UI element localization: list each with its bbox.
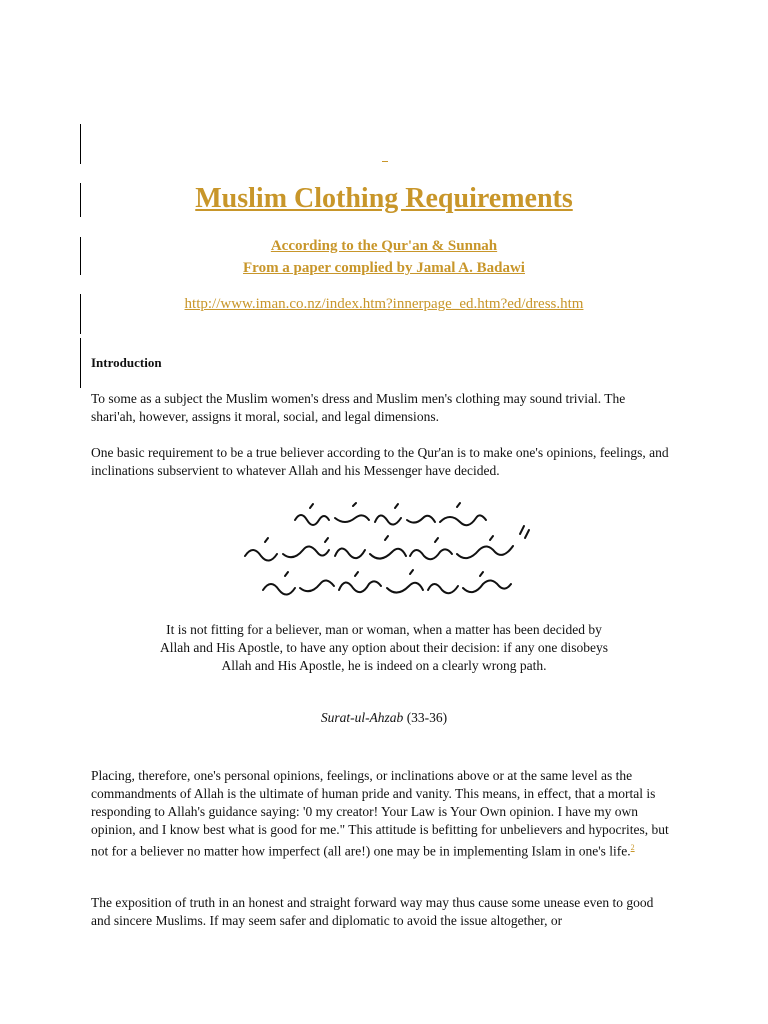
paragraph-intro: To some as a subject the Muslim women's dress and Muslim men's clothing may sound trivial. The shari'ah, however, assigns it moral, social, and legal dimensions.	[91, 391, 626, 424]
footnote-link[interactable]: 2	[630, 843, 635, 852]
margin-marker	[80, 124, 81, 164]
margin-marker	[80, 338, 81, 388]
verse-citation	[0, 710, 768, 726]
citation-surah-name: Surat-ul-Ahzab	[320, 710, 404, 725]
verse-translation: It is not fitting for a believer, man or woman, when a matter has been decided by Allah and His Apostle, to have any option about their decision: if any one disobeys Allah and His Apostle, he is indeed on a clearly wrong path.	[159, 622, 609, 673]
paragraph-text: Placing, therefore, one's personal opinions, feelings, or inclinations above or at the same level as the commandments of Allah is the ultimate of human pride and vanity. This means, in effect, that a mortal is responding to Allah's guidance saying: '0 my creator! Your Law is Your Own opinion. I have my own opinion, and I know best what is good for me." This attitude is befitting for unbelievers and hypocrites, but not for a believer no matter how imperfect (all are!) one may be in implementing Islam in one's life.	[91, 768, 669, 859]
paragraph-personal-opinions	[91, 767, 671, 861]
source-url-link[interactable]: http://www.iman.co.nz/index.htm?innerpage_ed.htm?ed/dress.htm	[184, 296, 584, 312]
citation-verse-ref: (33-36)	[406, 710, 448, 725]
arabic-verse-calligraphy	[235, 498, 535, 608]
subtitle-quran-sunnah[interactable]: According to the Qur'an & Sunnah	[270, 238, 498, 254]
subtitle-author[interactable]: From a paper complied by Jamal A. Badawi	[243, 260, 525, 276]
paragraph-exposition: The exposition of truth in an honest and straight forward way may thus cause some unease even to good and sincere Muslims. If may seem safer and diplomatic to avoid the issue altogether, or	[91, 895, 654, 928]
anchor-link-mark[interactable]	[382, 161, 388, 162]
paragraph-requirement: One basic requirement to be a true believer according to the Qur'an is to make one's opinions, feelings, and inclinations subservient to whatever Allah and his Messenger have decided.	[91, 445, 669, 478]
section-heading-introduction: Introduction	[91, 355, 162, 370]
page-title: Muslim Clothing Requirements	[195, 183, 573, 214]
